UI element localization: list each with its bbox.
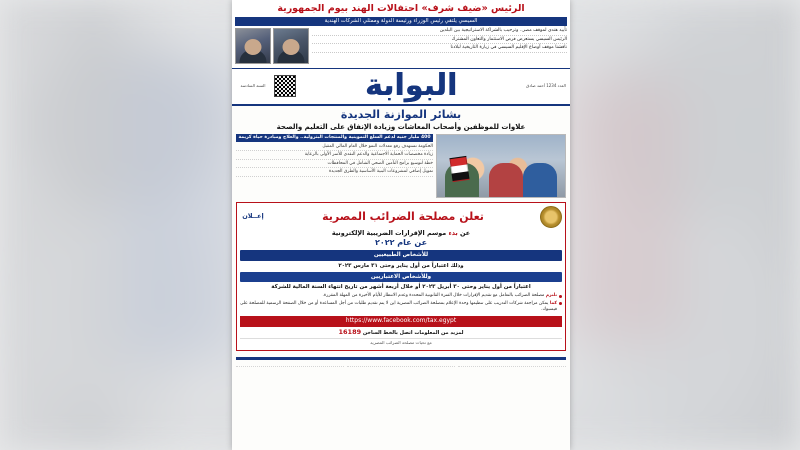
tax-ad-title: تعلن مصلحة الضرائب المصرية bbox=[322, 209, 484, 223]
budget-line: الحكومة تستهدف رفع معدلات النمو خلال العام المالي المقبل bbox=[236, 144, 433, 152]
tax-band-natural-persons-sub: وذلك اعتباراً من أول يناير وحتى ٣١ مارس ٢٠٢٣ bbox=[338, 262, 464, 269]
tax-ad-bullet bbox=[240, 301, 562, 313]
budget-line: تمويل إضافي لمشروعات البنية الأساسية والطرق الجديدة bbox=[236, 169, 433, 177]
tax-band-legal-persons: وللأشخاص الاعتباريين bbox=[240, 272, 562, 282]
banner-line: ناقشنا موقف أوضاع الإقليم السيسي في زيارة التاريخية لبلادنا bbox=[312, 45, 567, 53]
banner-kicker: الرئيس «ضيف شرف» احتفالات الهند بيوم الجمهورية bbox=[277, 3, 525, 14]
banner-subkicker: السيسي يلتقي رئيس الوزراء ورئيسة الدولة وممثلي الشركات الهندية bbox=[235, 17, 567, 26]
bullet-emphasis: كما bbox=[549, 300, 557, 306]
tax-ad-subtitle-prefix: عن bbox=[460, 228, 471, 237]
bottom-strip bbox=[232, 360, 570, 369]
budget-side-column bbox=[236, 134, 433, 198]
tax-band-legal-persons-sub: اعتباراً من أول يناير وحتى ٣٠ أبريل ٢٠٢٣ أو خلال أربعة أشهر من تاريخ انتهاء السنة المالية للشركة bbox=[271, 284, 531, 291]
tax-ad-subtitle bbox=[240, 230, 562, 237]
masthead-right-meta: العدد 1234 أحمد صادق bbox=[526, 83, 566, 89]
newspaper-front-page bbox=[232, 0, 570, 450]
tax-ad-subtitle-highlight: بدء bbox=[448, 228, 458, 237]
bullet-text: مصلحة الضرائب بالتعامل مع تقديم الإقرارات خلال الفترة القانونية المحددة وعدم الانتظار للأيام الأخيرة من المهلة المقررة. bbox=[322, 293, 545, 299]
portrait-official-1 bbox=[273, 28, 309, 64]
tax-ad-bullet bbox=[240, 293, 562, 299]
tax-ad bbox=[236, 202, 566, 351]
masthead-left-meta: السنة السادسة bbox=[240, 82, 266, 88]
budget-story bbox=[232, 106, 570, 199]
tax-ad-year: عن عام ٢٠٢٢ bbox=[374, 237, 428, 247]
budget-headline: بشائر الموازنة الجديدة bbox=[340, 108, 462, 122]
top-banner bbox=[232, 0, 570, 68]
tax-ad-bullets bbox=[240, 293, 562, 312]
tax-ad-subtitle-rest: موسم الإقرارات الضريبية الإلكترونية bbox=[331, 228, 447, 237]
tax-hotline-text: لمزيد من المعلومات اتصل بالخط الساخن bbox=[362, 329, 464, 336]
facebook-url-link[interactable]: https://www.facebook.com/tax.egypt bbox=[240, 316, 562, 327]
tax-band-natural-persons: للأشخاص الطبيعيين bbox=[240, 250, 562, 260]
tax-hotline bbox=[240, 329, 562, 337]
bullet-dot-icon bbox=[559, 302, 562, 305]
masthead bbox=[232, 68, 570, 106]
banner-body-text bbox=[312, 28, 567, 64]
budget-subhead: علاوات للموظفين وأصحاب المعاشات وزيادة الإنفاق على التعليم والصحة bbox=[276, 122, 526, 131]
tax-ad-label: إعــلان bbox=[242, 211, 264, 220]
banner-line: الرئيس السيسي يستعرض فرص الاستثمار والتعاون المشترك bbox=[312, 37, 567, 45]
bullet-text: يمكن مراجعة شركات التدريب على تنظيمها وحدة الإعلام بمصلحة الضرائب المصرية اين لا يتم تقديم طلبات من أجل المساعدة أو من خلال الصفحة الرسمية للمصلحة على فيسبوك. bbox=[240, 300, 557, 312]
banner-line: تأييد هندي لموقف مصر.. وترحيب بالشراكة الاستراتيجية بين البلدين bbox=[312, 28, 567, 36]
tax-ad-footer: مع تحيات مصلحة الضرائب المصرية bbox=[240, 338, 562, 345]
bullet-emphasis: تلتزم bbox=[545, 293, 557, 299]
bullet-dot-icon bbox=[559, 295, 562, 298]
newspaper-logo: البوابة bbox=[364, 68, 458, 104]
tax-hotline-number: 16189 bbox=[338, 327, 362, 336]
qr-code-icon bbox=[274, 75, 296, 97]
budget-line: خطة لتوسيع برامج التأمين الصحي الشامل في المحافظات bbox=[236, 161, 433, 169]
banner-portraits bbox=[235, 28, 309, 64]
tax-authority-seal-icon bbox=[540, 206, 562, 228]
budget-highlight: 400 مليار جنيه لدعم السلع التموينية والمنتجات البترولية.. والعلاج ومبادرة حياة كريمة bbox=[236, 134, 433, 142]
budget-photo bbox=[436, 134, 566, 198]
egypt-flag-icon bbox=[449, 156, 469, 182]
tax-ad-wrapper bbox=[232, 200, 570, 354]
budget-line: زيادة مخصصات الحماية الاجتماعية والدعم النقدي للأسر الأولى بالرعاية bbox=[236, 152, 433, 160]
portrait-president bbox=[235, 28, 271, 64]
